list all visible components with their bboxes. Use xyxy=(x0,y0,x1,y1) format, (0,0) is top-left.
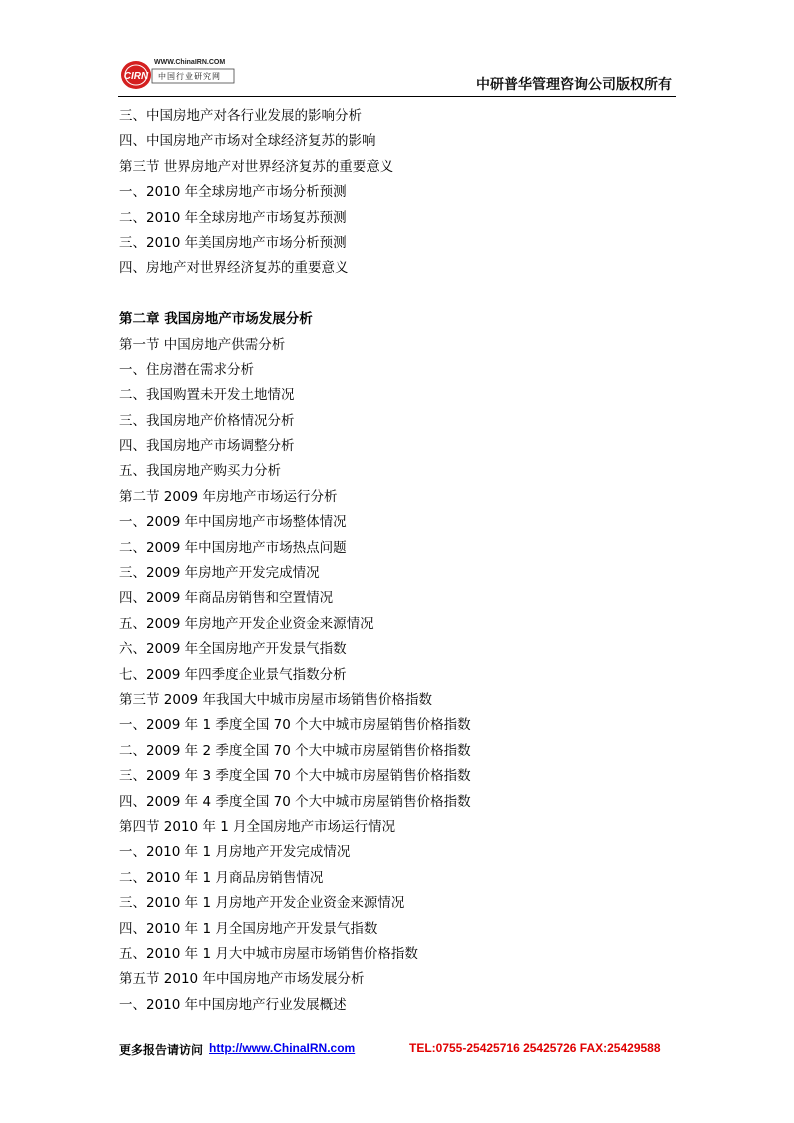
footer-contact: TEL:0755-25425716 25425726 FAX:25429588 xyxy=(409,1041,661,1055)
toc-item: 四、房地产对世界经济复苏的重要意义 xyxy=(119,260,349,277)
toc-item: 二、2009 年中国房地产市场热点问题 xyxy=(119,539,347,556)
toc-item: 三、中国房地产对各行业发展的影响分析 xyxy=(119,108,362,124)
logo-badge-text: CIRN xyxy=(123,71,149,82)
toc-item: 一、2009 年中国房地产市场整体情况 xyxy=(119,514,347,531)
toc-item: 二、2009 年 2 季度全国 70 个大中城市房屋销售价格指数 xyxy=(119,742,471,759)
toc-item: 二、我国购置未开发土地情况 xyxy=(119,387,295,404)
cirn-logo xyxy=(120,56,238,92)
toc-item: 一、2009 年 1 季度全国 70 个大中城市房屋销售价格指数 xyxy=(119,717,471,734)
toc-item: 四、2009 年商品房销售和空置情况 xyxy=(119,590,334,607)
toc-item: 七、2009 年四季度企业景气指数分析 xyxy=(119,666,347,683)
toc-item: 四、中国房地产市场对全球经济复苏的影响 xyxy=(119,133,376,150)
toc-item: 三、2009 年房地产开发完成情况 xyxy=(119,565,320,582)
toc-item: 一、住房潜在需求分析 xyxy=(119,361,254,378)
toc-item: 五、我国房地产购买力分析 xyxy=(119,463,281,480)
footer-more-reports: 更多报告请访问 xyxy=(119,1043,204,1057)
toc-item: 一、2010 年全球房地产市场分析预测 xyxy=(119,184,347,201)
toc-section: 第五节 2010 年中国房地产市场发展分析 xyxy=(119,971,365,988)
copyright-notice: 中研普华管理咨询公司版权所有 xyxy=(476,77,672,93)
toc-spacer xyxy=(119,282,679,307)
toc-item: 三、2010 年 1 月房地产开发企业资金来源情况 xyxy=(119,895,405,912)
toc-item: 四、我国房地产市场调整分析 xyxy=(119,438,295,455)
footer-website-link[interactable]: http://www.ChinaIRN.com xyxy=(209,1041,356,1055)
logo-url-text: WWW.ChinaIRN.COM xyxy=(154,59,226,66)
toc-item: 六、2009 年全国房地产开发景气指数 xyxy=(119,641,347,658)
toc-item: 一、2010 年 1 月房地产开发完成情况 xyxy=(119,844,351,861)
toc-section: 第四节 2010 年 1 月全国房地产市场运行情况 xyxy=(119,818,396,835)
toc-item: 二、2010 年全球房地产市场复苏预测 xyxy=(119,209,347,226)
page-footer xyxy=(119,1041,679,1059)
toc-section: 第三节 世界房地产对世界经济复苏的重要意义 xyxy=(119,158,394,175)
toc-item: 五、2009 年房地产开发企业资金来源情况 xyxy=(119,615,374,632)
toc-item: 三、我国房地产价格情况分析 xyxy=(119,412,295,429)
table-of-contents xyxy=(119,104,679,1018)
toc-item: 一、2010 年中国房地产行业发展概述 xyxy=(119,996,347,1013)
toc-section: 第一节 中国房地产供需分析 xyxy=(119,336,286,353)
logo-cn-text: 中国行业研究网 xyxy=(158,72,221,81)
toc-item: 三、2010 年美国房地产市场分析预测 xyxy=(119,234,347,251)
toc-chapter: 第二章 我国房地产市场发展分析 xyxy=(119,311,313,328)
toc-item: 二、2010 年 1 月商品房销售情况 xyxy=(119,869,324,886)
page-header xyxy=(118,56,676,97)
toc-item: 四、2009 年 4 季度全国 70 个大中城市房屋销售价格指数 xyxy=(119,793,471,810)
toc-item: 五、2010 年 1 月大中城市房屋市场销售价格指数 xyxy=(119,945,418,962)
toc-section: 第二节 2009 年房地产市场运行分析 xyxy=(119,488,338,505)
toc-item: 三、2009 年 3 季度全国 70 个大中城市房屋销售价格指数 xyxy=(119,768,471,785)
toc-item: 四、2010 年 1 月全国房地产开发景气指数 xyxy=(119,920,378,937)
toc-section: 第三节 2009 年我国大中城市房屋市场销售价格指数 xyxy=(119,691,432,708)
